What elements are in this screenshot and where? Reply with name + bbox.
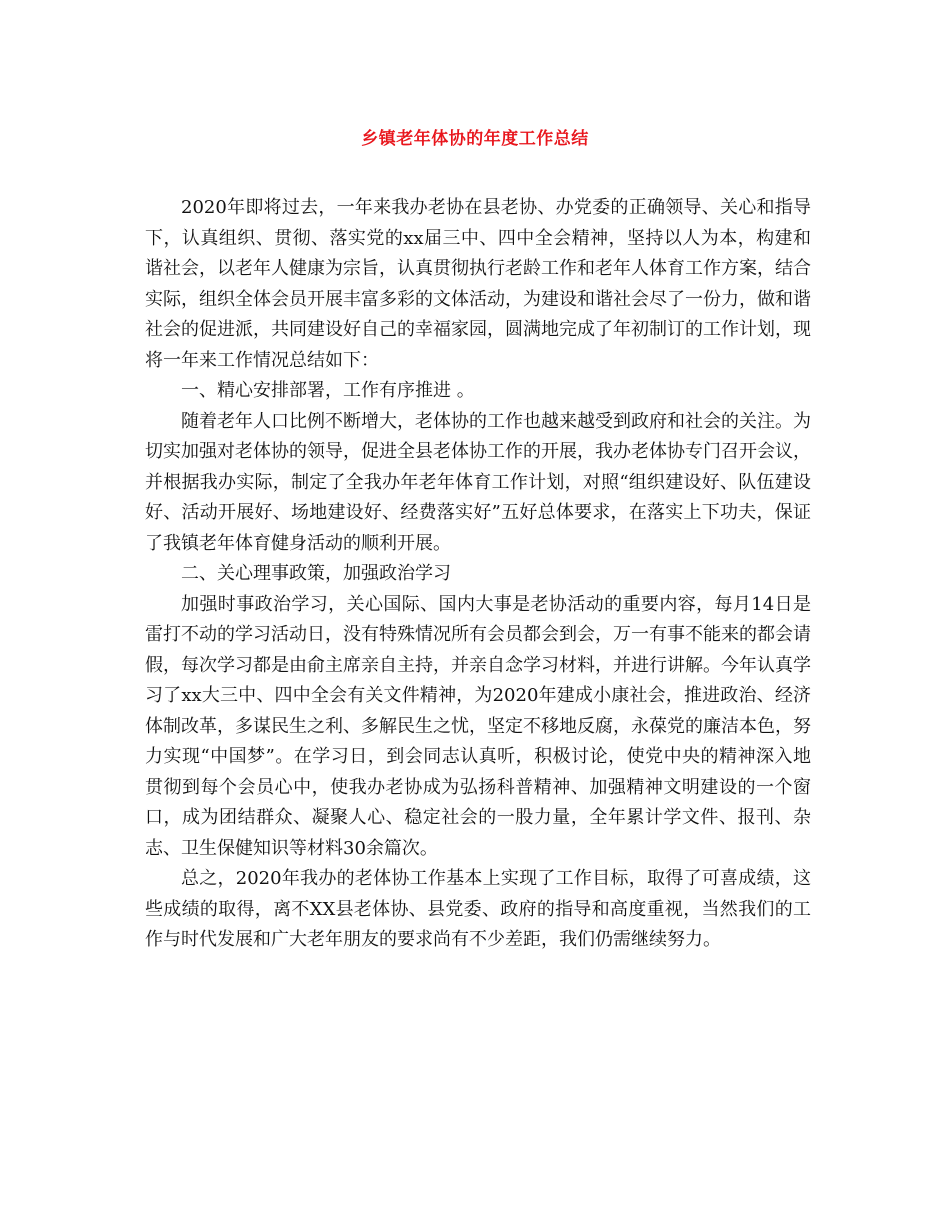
document-title: 乡镇老年体协的年度工作总结: [361, 129, 589, 149]
section-heading-1: 一、精心安排部署，工作有序推进 。: [181, 380, 475, 401]
section-heading-2: 二、关心理事政策，加强政治学习: [181, 563, 451, 584]
paragraph-section-1: 随着老年人口比例不断增大，老体协的工作也越来越受到政府和社会的关注。为切实加强对老体协的领导，促进全县老体协工作的开展，我办老体协专门召开会议，并根据我办实际，制定了全我办年老年体育工作计划，对照“组织建设好、队伍建设好、活动开展好、场地建设好、经费落实好”五好总体要求，在落实上下功夫，保证了我镇老年体育健身活动的顺利开展。: [145, 410, 811, 554]
document-body: [145, 193, 811, 956]
paragraph-conclusion: 总之，2020年我办的老体协工作基本上实现了工作目标，取得了可喜成绩，这些成绩的取得，离不XX县老体协、县党委、政府的指导和高度重视，当然我们的工作与时代发展和广大老年朋友的要求尚有不少差距，我们仍需继续努力。: [145, 868, 811, 950]
paragraph-section-2: 加强时事政治学习，关心国际、国内大事是老协活动的重要内容，每月14日是雷打不动的学习活动日，没有特殊情况所有会员都会到会，万一有事不能来的都会请假，每次学习都是由俞主席亲自主持，并亲自念学习材料，并进行讲解。今年认真学习了xx大三中、四中全会有关文件精神，为2020年建成小康社会，推进政治、经济体制改革，多谋民生之利、多解民生之忧，坚定不移地反腐，永葆党的廉洁本色，努力实现“中国梦”。在学习日，到会同志认真听，积极讨论，使党中央的精神深入地贯彻到每个会员心中，使我办老协成为弘扬科普精神、加强精神文明建设的一个窗口，成为团结群众、凝聚人心、稳定社会的一股力量，全年累计学文件、报刊、杂志、卫生保健知识等材料30余篇次。: [145, 593, 811, 859]
paragraph-intro: 2020年即将过去，一年来我办老协在县老协、办党委的正确领导、关心和指导下，认真组织、贯彻、落实党的xx届三中、四中全会精神，坚持以人为本，构建和谐社会，以老年人健康为宗旨，认真贯彻执行老龄工作和老年人体育工作方案，结合实际，组织全体会员开展丰富多彩的文体活动，为建设和谐社会尽了一份力，做和谐社会的促进派，共同建设好自己的幸福家园，圆满地完成了年初制订的工作计划，现将一年来工作情况总结如下：: [145, 197, 811, 371]
